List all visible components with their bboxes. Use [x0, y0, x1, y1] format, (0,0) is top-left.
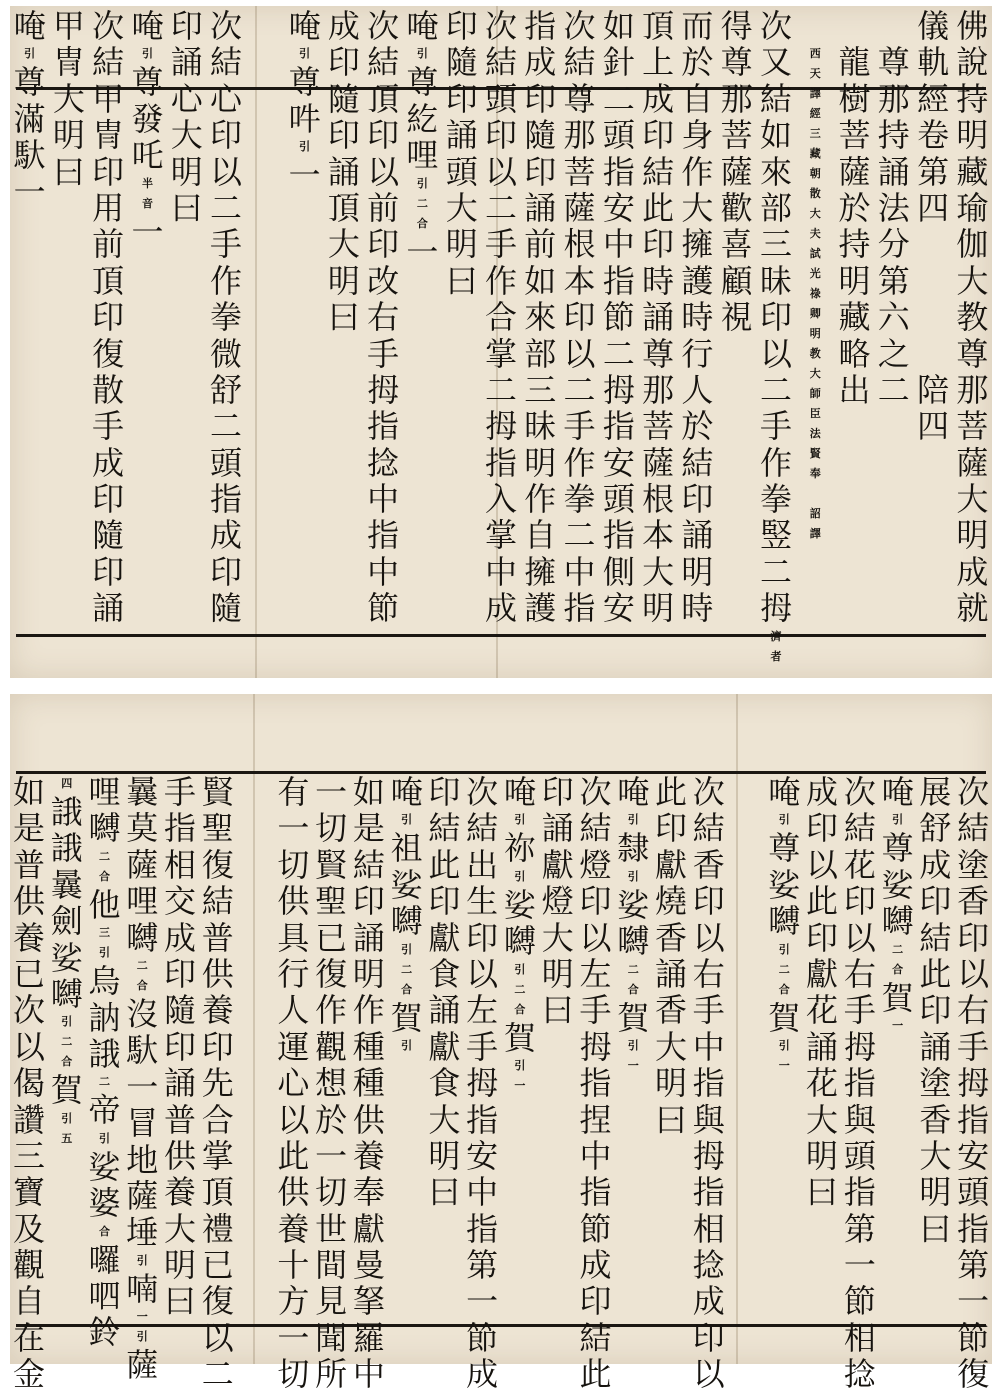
text-column: 次 結 花 印 以 右 手 拇 指 與 頭 指 第 一 節 相 捻: [843, 773, 876, 1393]
text-column: 唵 引 尊 發 吒 半 音 一: [131, 7, 164, 251]
text-columns: [10, 773, 992, 1393]
top-page: [10, 6, 992, 678]
text-column: 儀 軌 經 卷 第 四 陪 四: [917, 7, 950, 446]
annotation-segment: 一 引: [136, 1310, 148, 1344]
text-column: 頂 上 成 印 結 此 印 時 誦 尊 那 菩 薩 根 本 大 明: [642, 7, 675, 628]
annotation-segment: 四: [61, 777, 73, 790]
annotation-segment: 二 合: [99, 849, 110, 883]
text-column: 有 一 切 供 具 行 人 運 心 以 此 供 養 十 方 一 切: [277, 773, 310, 1393]
text-column: 印 結 此 印 獻 食 誦 獻 食 大 明 曰: [428, 773, 461, 1212]
annotation-segment: 引: [416, 47, 428, 61]
annotation-segment: 引: [24, 47, 36, 61]
annotation-segment: 二 合: [627, 962, 639, 996]
bottom-border-line: [16, 634, 986, 637]
annotation-segment: 二 合: [136, 958, 148, 992]
annotation-segment: 引: [778, 813, 790, 827]
text-column: 四 誐 誐 曩 劍 娑 嚩 引 二 合 賀 引 五: [48, 774, 86, 1324]
annotation-segment: 引 五: [61, 1111, 73, 1145]
text-column: 印 誦 心 大 明 曰: [170, 7, 203, 227]
text-columns: [10, 7, 992, 663]
text-column: 手 指 相 交 成 印 隨 印 誦 普 供 養 大 明 曰: [164, 773, 197, 1321]
text-column: 展 舒 成 印 結 此 印 誦 塗 香 大 明 曰: [919, 773, 952, 1248]
annotation-segment: 引: [141, 47, 153, 61]
text-column: 次 結 頭 印 以 二 手 作 合 掌 二 拇 指 入 掌 中 成: [484, 7, 517, 628]
annotation-segment: 引 二 合: [416, 176, 428, 230]
text-column: 唵 引 祖 娑 嚩 引 二 合 賀 引: [388, 774, 426, 1324]
text-column: 龍 樹 菩 薩 於 持 明 藏 略 出: [838, 43, 871, 409]
annotation-segment: 引: [627, 869, 639, 883]
annotation-segment: 西 天 譯 經 三 藏 朝 散 大 夫 試 光 祿 卿 明 教 大 師 臣 法 賢 奉 詔 譯: [809, 47, 821, 541]
annotation-segment: 引: [514, 813, 526, 827]
text-column: 次 結 塗 香 印 以 右 手 拇 指 安 頭 指 第 一 節 復: [957, 773, 990, 1393]
text-column: 唵 引 隸 引 娑 嚩 二 合 賀 引 一: [614, 774, 652, 1324]
annotation-segment: 引: [299, 140, 311, 154]
text-column: 成 印 以 此 印 獻 花 誦 花 大 明 曰: [806, 773, 839, 1212]
text-column: [237, 774, 275, 1324]
text-column: 次 結 燈 印 以 左 手 拇 指 捏 中 指 節 成 印 結 此: [579, 773, 612, 1393]
text-column: 哩 嚩 二 合 他 三 引 烏 訥 誐 二 帝 引 娑 婆 合 囉 呬 鈴: [88, 773, 121, 1352]
annotation-segment: 引: [892, 813, 904, 827]
text-column: 賢 聖 復 結 普 供 養 印 先 合 掌 頂 禮 已 復 以 二: [201, 773, 234, 1393]
text-column: 次 結 頂 印 以 前 印 改 右 手 拇 指 捻 中 指 中 節: [367, 7, 400, 628]
annotation-segment: 三 引: [99, 926, 110, 960]
text-column: [246, 8, 285, 634]
annotation-segment: 濟 者: [770, 629, 782, 663]
annotation-segment: 引: [627, 813, 639, 827]
annotation-segment: 引: [99, 1131, 110, 1145]
text-column: 一 切 賢 聖 已 復 作 觀 想 於 一 切 世 間 見 聞 所: [315, 773, 348, 1393]
text-column: 尊 那 持 誦 法 分 第 六 之 二: [877, 43, 910, 409]
annotation-segment: 引: [401, 1038, 413, 1052]
text-column: 得 尊 那 菩 薩 歡 喜 顧 視: [720, 7, 753, 337]
annotation-segment: 引 一: [778, 1038, 790, 1072]
annotation-segment: 引: [136, 1253, 148, 1267]
text-column: 此 印 獻 燒 香 誦 香 大 明 曰: [654, 773, 687, 1139]
annotation-segment: 引: [401, 813, 413, 827]
text-column: 如 針 二 頭 指 安 中 指 節 二 拇 指 安 頭 指 側 安: [602, 7, 635, 628]
text-column: 次 結 甲 冑 印 用 前 頂 印 復 散 手 成 印 隨 印 誦: [92, 7, 125, 628]
annotation-segment: 引 二 合: [778, 942, 790, 996]
text-column: 指 成 印 隨 印 誦 前 如 來 部 三 昧 明 作 自 擁 護: [524, 7, 557, 628]
annotation-segment: 引 一: [514, 1058, 526, 1092]
text-column: 次 結 香 印 以 右 手 中 指 與 拇 指 相 捻 成 印 以: [692, 773, 725, 1393]
text-column: 次 結 出 生 印 以 左 手 拇 指 安 中 指 第 一 節 成: [466, 773, 499, 1393]
annotation-segment: 引 二 合: [514, 962, 526, 1016]
text-column: 印 隨 印 誦 頭 大 明 曰: [445, 7, 478, 300]
annotation-segment: 一: [892, 1018, 904, 1032]
annotation-segment: 引 二 合: [61, 1015, 73, 1069]
text-column: 唵 引 祢 引 娑 嚩 引 二 合 賀 引 一: [501, 774, 539, 1324]
text-column: 甲 冑 大 明 曰: [52, 7, 85, 191]
bottom-border-line: [16, 1324, 986, 1327]
text-column: 如 是 結 印 誦 明 作 種 種 供 養 奉 獻 曼 拏 羅 中: [352, 773, 385, 1393]
text-column: 次 結 尊 那 菩 薩 根 本 印 以 二 手 作 拳 二 中 指: [563, 7, 596, 628]
text-column: 唵 引 尊 紇 哩 引 二 合 一: [406, 7, 439, 271]
text-column: 次 結 心 印 以 二 手 作 拳 微 舒 二 頭 指 成 印 隨: [210, 7, 243, 628]
annotation-segment: 二 合: [892, 942, 904, 976]
annotation-segment: 引 一: [627, 1038, 639, 1072]
text-column: 唵 引 尊 娑 嚩 二 合 賀 一: [879, 774, 917, 1324]
text-column: [728, 774, 766, 1324]
text-column: 佛 說 持 明 藏 瑜 伽 大 教 尊 那 菩 薩 大 明 成 就: [956, 7, 989, 628]
annotation-segment: 引: [514, 869, 526, 883]
text-column: 成 印 隨 印 誦 頂 大 明 曰: [327, 7, 360, 337]
text-column: 而 於 自 身 作 大 擁 護 時 行 人 於 結 印 誦 明 時: [681, 7, 714, 628]
text-column: 唵 引 尊 吽 引 一: [288, 7, 321, 195]
bottom-page: [10, 694, 992, 1393]
text-column: [796, 8, 835, 634]
text-column: 次 又 結 如 來 部 三 昧 印 以 二 手 作 拳 竪 二 拇 濟 者: [756, 8, 795, 634]
text-column: 唵 引 尊 滿 馱 一: [13, 7, 46, 211]
annotation-segment: 二: [99, 1075, 110, 1089]
text-column: 印 誦 獻 燈 大 明 曰: [541, 773, 574, 1030]
text-column: 曩 莫 薩 哩 嚩 二 合 沒 馱 一 冒 地 薩 埵 引 喃 一 引 薩: [126, 773, 159, 1385]
annotation-segment: 合: [99, 1224, 110, 1238]
annotation-segment: 引 二 合: [401, 942, 413, 996]
annotation-segment: 半 音: [141, 176, 153, 210]
annotation-segment: 引: [299, 47, 311, 61]
text-column: 如 是 普 供 養 已 次 以 偈 讚 三 寶 及 觀 自 在 金: [12, 773, 45, 1393]
text-column: 唵 引 尊 娑 嚩 引 二 合 賀 引 一: [765, 774, 803, 1324]
